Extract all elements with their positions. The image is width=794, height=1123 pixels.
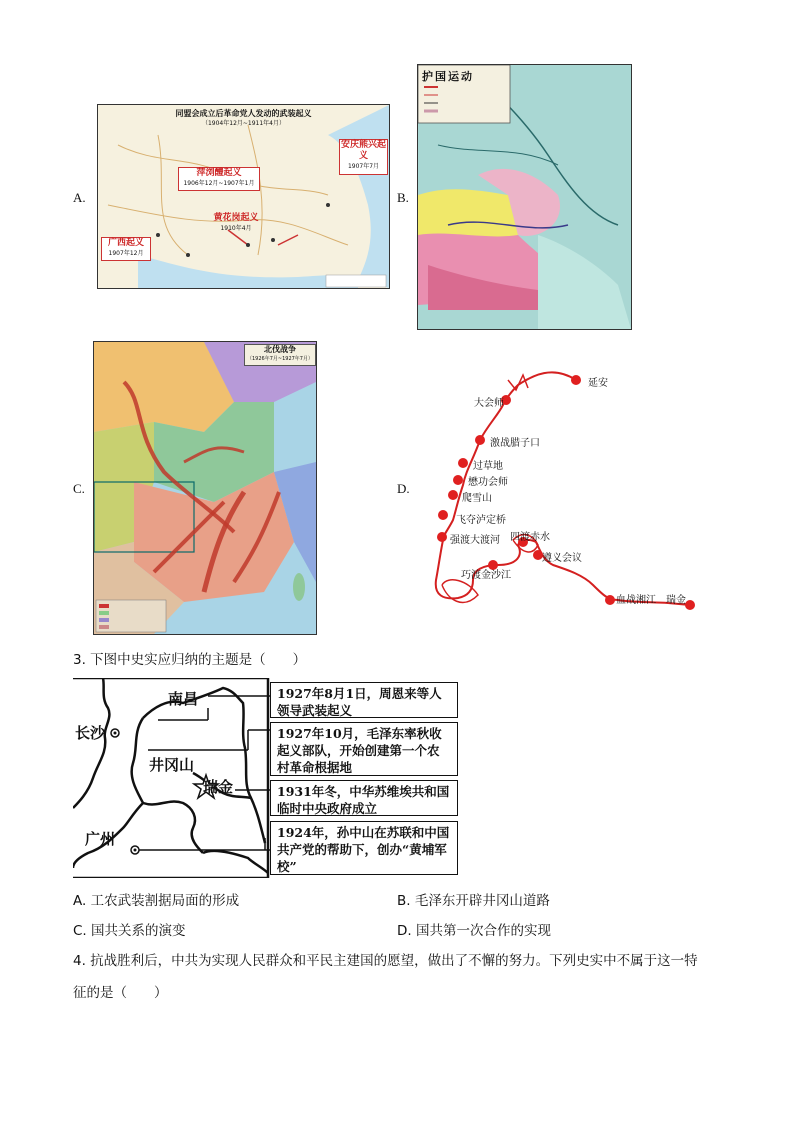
q4-stem-line2: 征的是（ ） [73,985,168,1001]
q3-note-1: 1927年8月1日，周恩来等人领导武装起义 [270,682,458,718]
q3-note-4: 1924年，孙中山在苏联和中国共产党的帮助下，创办“黄埔军校” [270,821,458,875]
route-label-yanan: 延安 [588,378,608,389]
route-label-jinshajiang: 巧渡金沙江 [461,570,511,581]
label-guangxi-name: 广西起义 [107,238,144,248]
route-label-chishui: 四渡赤水 [510,532,550,543]
route-label-dahuishi: 大会师 [474,398,504,409]
q3-note-2: 1927年10月，毛泽东率秋收起义部队，开始创建第一个农村革命根据地 [270,722,458,776]
label-pingliuli-date: 1906年12月~1907年1月 [183,180,255,187]
route-label-xueshan: 爬雪山 [462,493,492,504]
label-anqing-name: 安庆熊兴起义 [340,140,386,161]
q3-stem: 3. 下图中史实应归纳的主题是（ ） [73,652,307,668]
label-box-pingliuli [178,167,260,191]
label-huanghuagang-name: 黄花岗起义 [213,213,259,223]
q3-choice-a[interactable]: A. 工农武装割据局面的形成 [73,893,240,909]
q3-map-label-ruijin: 瑞金 [203,778,234,796]
label-anqing-date: 1907年7月 [347,163,380,170]
map-c-drawing [94,342,316,634]
map-b-title: 护国运动 [422,70,474,83]
label-box-huanghuagang [206,213,266,235]
label-guangxi-date: 1907年12月 [108,250,144,257]
route-label-xiangjiang: 血战湘江 [616,595,656,606]
map-c-title: 北伐战争 [264,345,296,354]
q3-choice-c[interactable]: C. 国共关系的演变 [73,923,186,939]
option-letter-d: D. [397,481,410,496]
option-letter-c: C. [73,481,85,496]
q3-note-3: 1931年冬，中华苏维埃共和国临时中央政府成立 [270,780,458,816]
map-b-drawing [418,65,631,329]
label-box-guangxi [101,237,151,261]
map-c-subtitle: （1926年7月~1927年7月） [246,356,313,362]
q3-map-label-changsha: 长沙 [75,724,106,742]
q3-map-label-guangzhou: 广州 [85,830,116,848]
map-a-subtitle: （1904年12月~1911年4月） [201,120,286,127]
route-label-lazikou: 激战腊子口 [490,438,540,449]
label-pingliuli-name: 萍浏醴起义 [196,168,242,178]
label-huanghuagang-date: 1910年4月 [220,225,252,232]
q4-stem-line1: 4. 抗战胜利后，中共为实现人民群众和平民主建国的愿望，做出了不懈的努力。下列史实中不属于这一特 [73,953,698,969]
route-label-daduhe: 强渡大渡河 [450,535,500,546]
map-c-title-box [244,344,316,366]
map-a-image [97,104,390,289]
q3-map-label-nanchang: 南昌 [168,690,199,708]
map-b-image [417,64,632,330]
q3-choice-b[interactable]: B. 毛泽东开辟井冈山道路 [397,893,550,909]
route-label-caodi: 过草地 [473,461,503,472]
route-label-zunyi: 遵义会议 [542,553,582,564]
q3-map-label-jinggangshan: 井冈山 [149,756,195,774]
map-d-route [428,360,698,615]
option-letter-a: A. [73,190,86,205]
option-letter-b: B. [397,190,409,205]
q3-choice-d[interactable]: D. 国共第一次合作的实现 [397,923,551,939]
route-label-ludingqiao: 飞夺泸定桥 [456,515,506,526]
route-label-ruijin: 瑞金 [666,595,686,606]
route-label-maogong: 懋功会师 [468,477,508,488]
q3-figure [73,678,463,878]
label-box-anqing [339,139,388,175]
map-c-image [93,341,317,635]
map-a-title: 同盟会成立后革命党人发动的武装起义 [175,109,312,118]
